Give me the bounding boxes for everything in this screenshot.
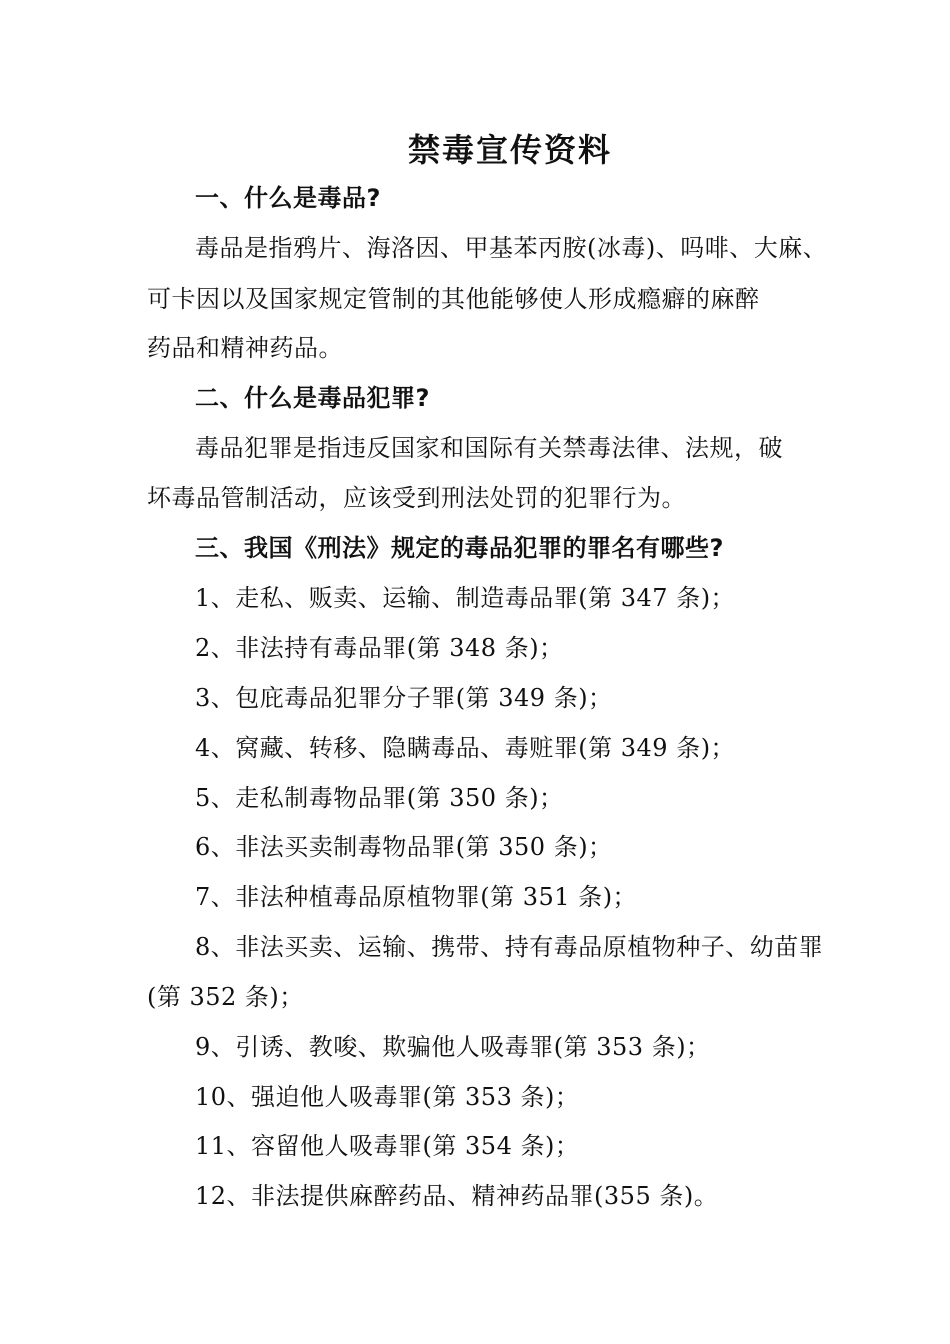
section-1-line: 药品和精神药品。 — [147, 334, 343, 362]
crime-list-item: 7、非法种植毒品原植物罪(第 351 条)； — [195, 883, 638, 911]
section-3-heading: 三、我国《刑法》规定的毒品犯罪的罪名有哪些? — [195, 534, 724, 562]
section-2-line: 毒品犯罪是指违反国家和国际有关禁毒法律、法规，破 — [195, 434, 783, 462]
crime-list-item: 9、引诱、教唆、欺骗他人吸毒罪(第 353 条)； — [195, 1033, 711, 1061]
crime-list-item: 12、非法提供麻醉药品、精神药品罪(355 条)。 — [195, 1182, 719, 1210]
section-2-line: 坏毒品管制活动，应该受到刑法处罚的犯罪行为。 — [147, 484, 686, 512]
document-title: 禁毒宣传资料 — [407, 131, 612, 169]
crime-list-item: 10、强迫他人吸毒罪(第 353 条)； — [195, 1083, 580, 1111]
section-1-line: 可卡因以及国家规定管制的其他能够使人形成瘾癖的麻醉 — [147, 285, 760, 313]
crime-list-item: 3、包庇毒品犯罪分子罪(第 349 条)； — [195, 684, 613, 712]
section-2-heading: 二、什么是毒品犯罪? — [195, 384, 430, 412]
crime-list-item: 6、非法买卖制毒物品罪(第 350 条)； — [195, 833, 613, 861]
section-1-heading: 一、什么是毒品? — [195, 184, 381, 212]
crime-list-item: 2、非法持有毒品罪(第 348 条)； — [195, 634, 564, 662]
section-1-line: 毒品是指鸦片、海洛因、甲基苯丙胺(冰毒)、吗啡、大麻、 — [195, 234, 828, 262]
crime-list-item-continuation: (第 352 条)； — [147, 983, 304, 1011]
crime-list-item: 11、容留他人吸毒罪(第 354 条)； — [195, 1132, 580, 1160]
crime-list-item: 8、非法买卖、运输、携带、持有毒品原植物种子、幼苗罪 — [195, 933, 824, 961]
crime-list-item: 1、走私、贩卖、运输、制造毒品罪(第 347 条)； — [195, 584, 736, 612]
crime-list-item: 4、窝藏、转移、隐瞒毒品、毒赃罪(第 349 条)； — [195, 734, 736, 762]
crime-list-item: 5、走私制毒物品罪(第 350 条)； — [195, 784, 564, 812]
